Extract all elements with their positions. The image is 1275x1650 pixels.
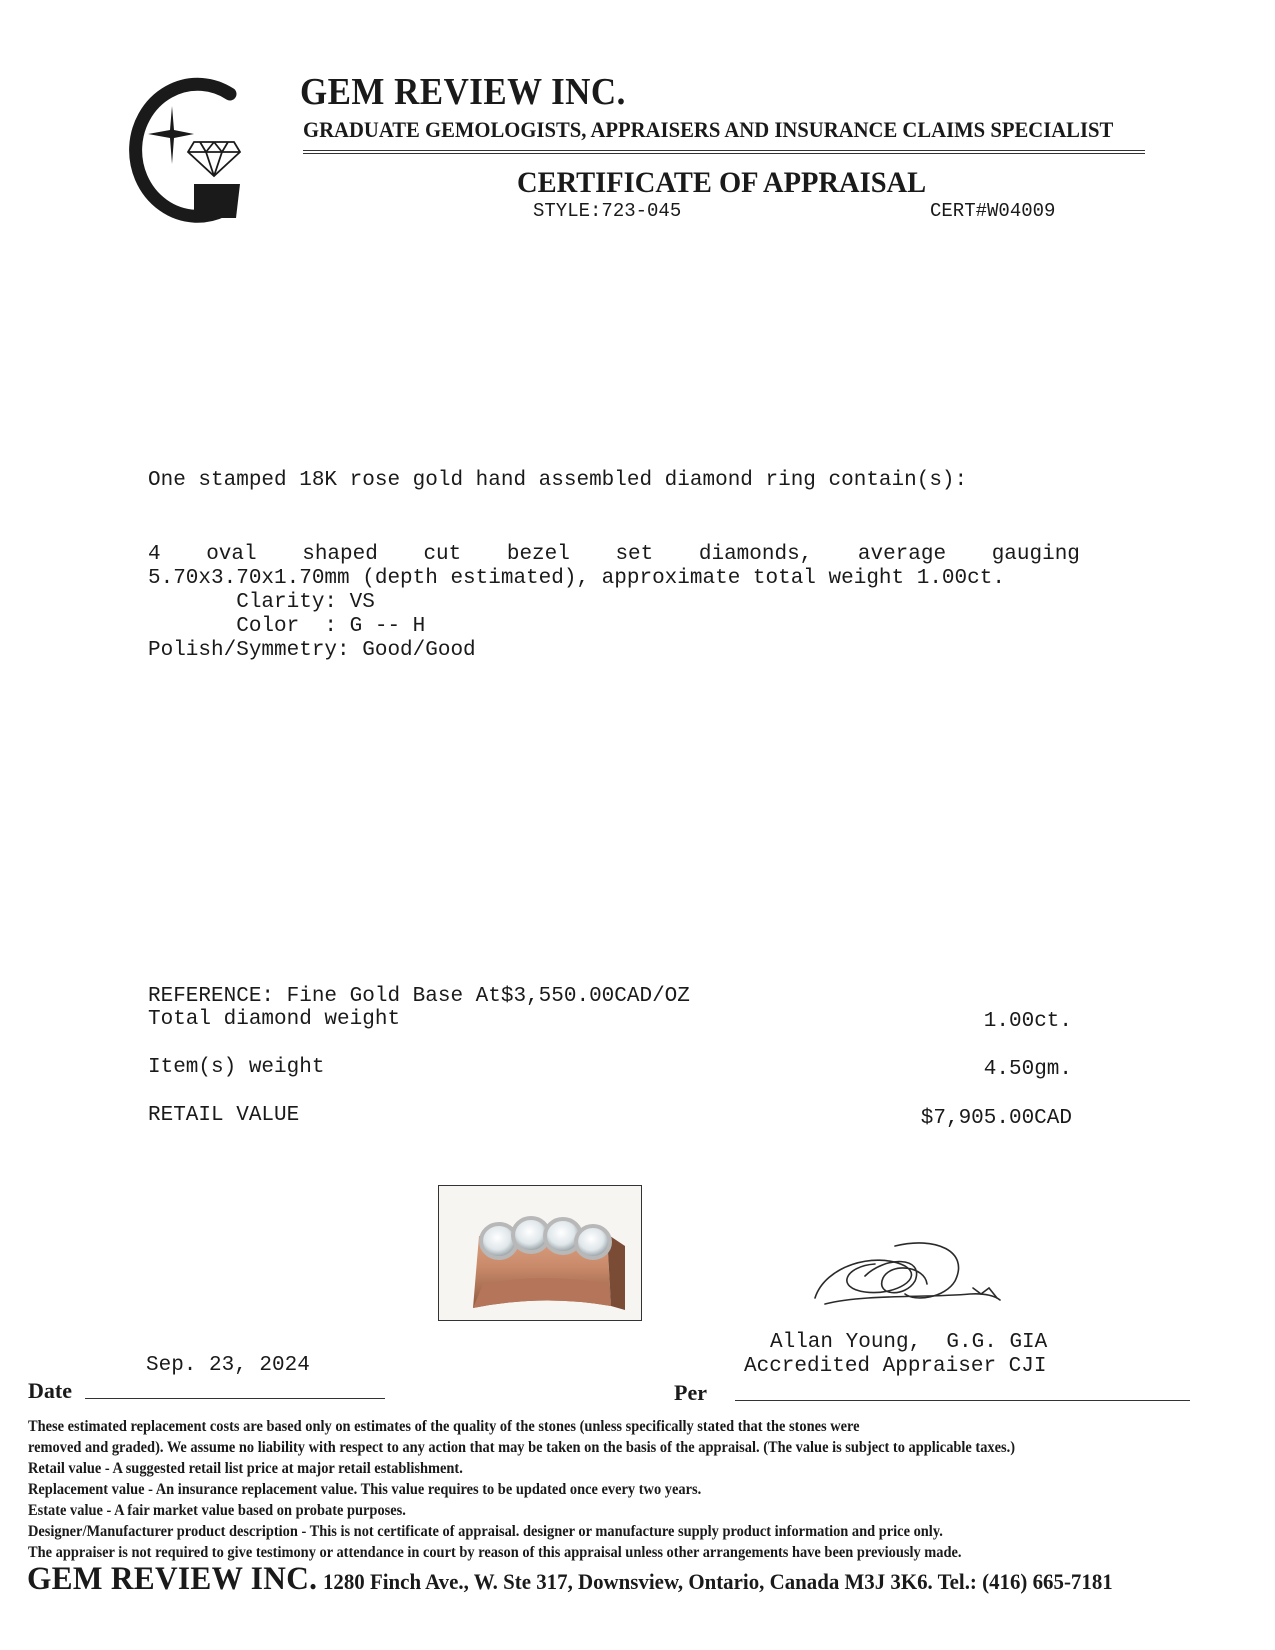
disclaimer-line: Replacement value - An insurance replacement value. This value requires to be updated once every two years. — [28, 1481, 702, 1498]
stones-word: average — [857, 543, 947, 566]
disclaimer-line: removed and graded). We assume no liability with respect to any action that may be taken on the basis of the appraisal. (The value is subject to applicable taxes.) — [28, 1439, 1016, 1456]
header-divider — [303, 150, 1145, 154]
company-tagline: GRADUATE GEMOLOGISTS, APPRAISERS AND INSURANCE CLAIMS SPECIALIST — [303, 117, 1114, 142]
stones-description-line2: 5.70x3.70x1.70mm (depth estimated), approximate total weight 1.00ct. — [148, 567, 1005, 590]
stones-word: 4 — [148, 543, 161, 566]
stones-description-line1 — [148, 543, 1080, 566]
appraisal-date: Sep. 23, 2024 — [146, 1354, 310, 1377]
gem-review-logo — [112, 72, 252, 232]
footer-address: 1280 Finch Ave., W. Ste 317, Downsview, Ontario, Canada M3J 3K6. Tel.: (416) 665-7181 — [322, 1569, 1113, 1594]
stones-word: shaped — [302, 543, 378, 566]
retail-value-label: RETAIL VALUE — [148, 1104, 300, 1127]
stones-word: gauging — [991, 543, 1080, 566]
stones-word: diamonds, — [698, 543, 813, 566]
footer-company-name: GEM REVIEW INC. — [27, 1561, 318, 1597]
ring-photo — [438, 1185, 642, 1321]
per-signature-line — [735, 1400, 1190, 1401]
disclaimer-line: The appraiser is not required to give testimony or attendance in court by reason of this appraisal unless other arrangements have been previously made. — [28, 1544, 962, 1561]
stones-word: cut — [423, 543, 462, 566]
item-weight-value: 4.50gm. — [983, 1058, 1072, 1081]
disclaimer-line: Designer/Manufacturer product description - This is not certificate of appraisal. designer or manufacture supply product information and price only. — [28, 1523, 943, 1540]
total-diamond-weight-value: 1.00ct. — [983, 1010, 1072, 1033]
appraiser-name: Allan Young, G.G. GIA — [770, 1331, 1048, 1354]
footer — [27, 1561, 1113, 1598]
retail-value-amount: $7,905.00CAD — [920, 1107, 1072, 1130]
date-label: Date — [28, 1378, 72, 1403]
ring-illustration — [439, 1186, 641, 1320]
page-title: CERTIFICATE OF APPRAISAL — [517, 166, 927, 199]
disclaimer-line: These estimated replacement costs are based only on estimates of the quality of the stones (unless specifically stated that the stones were — [28, 1418, 860, 1435]
polish-symmetry-grade: Polish/Symmetry: Good/Good — [148, 639, 476, 662]
certificate-number: CERT#W04009 — [930, 200, 1056, 222]
disclaimer-line: Estate value - A fair market value based on probate purposes. — [28, 1502, 406, 1519]
item-description: One stamped 18K rose gold hand assembled diamond ring contain(s): — [148, 469, 968, 492]
color-grade: Color : G -- H — [148, 615, 426, 638]
stones-word: set — [615, 543, 654, 566]
company-name: GEM REVIEW INC. — [300, 71, 626, 113]
per-label: Per — [674, 1380, 707, 1405]
total-diamond-weight-label: Total diamond weight — [148, 1008, 401, 1031]
date-signature-line — [85, 1398, 385, 1399]
appraiser-credential: Accredited Appraiser CJI — [744, 1355, 1047, 1378]
clarity-grade: Clarity: VS — [148, 591, 375, 614]
disclaimer-line: Retail value - A suggested retail list price at major retail establishment. — [28, 1460, 463, 1477]
stones-word: oval — [206, 543, 257, 566]
item-weight-label: Item(s) weight — [148, 1056, 325, 1079]
appraiser-signature — [805, 1236, 1035, 1326]
stones-word: bezel — [506, 543, 570, 566]
gold-base-reference: REFERENCE: Fine Gold Base At$3,550.00CAD/OZ — [148, 985, 690, 1008]
style-number: STYLE:723-045 — [533, 200, 682, 222]
